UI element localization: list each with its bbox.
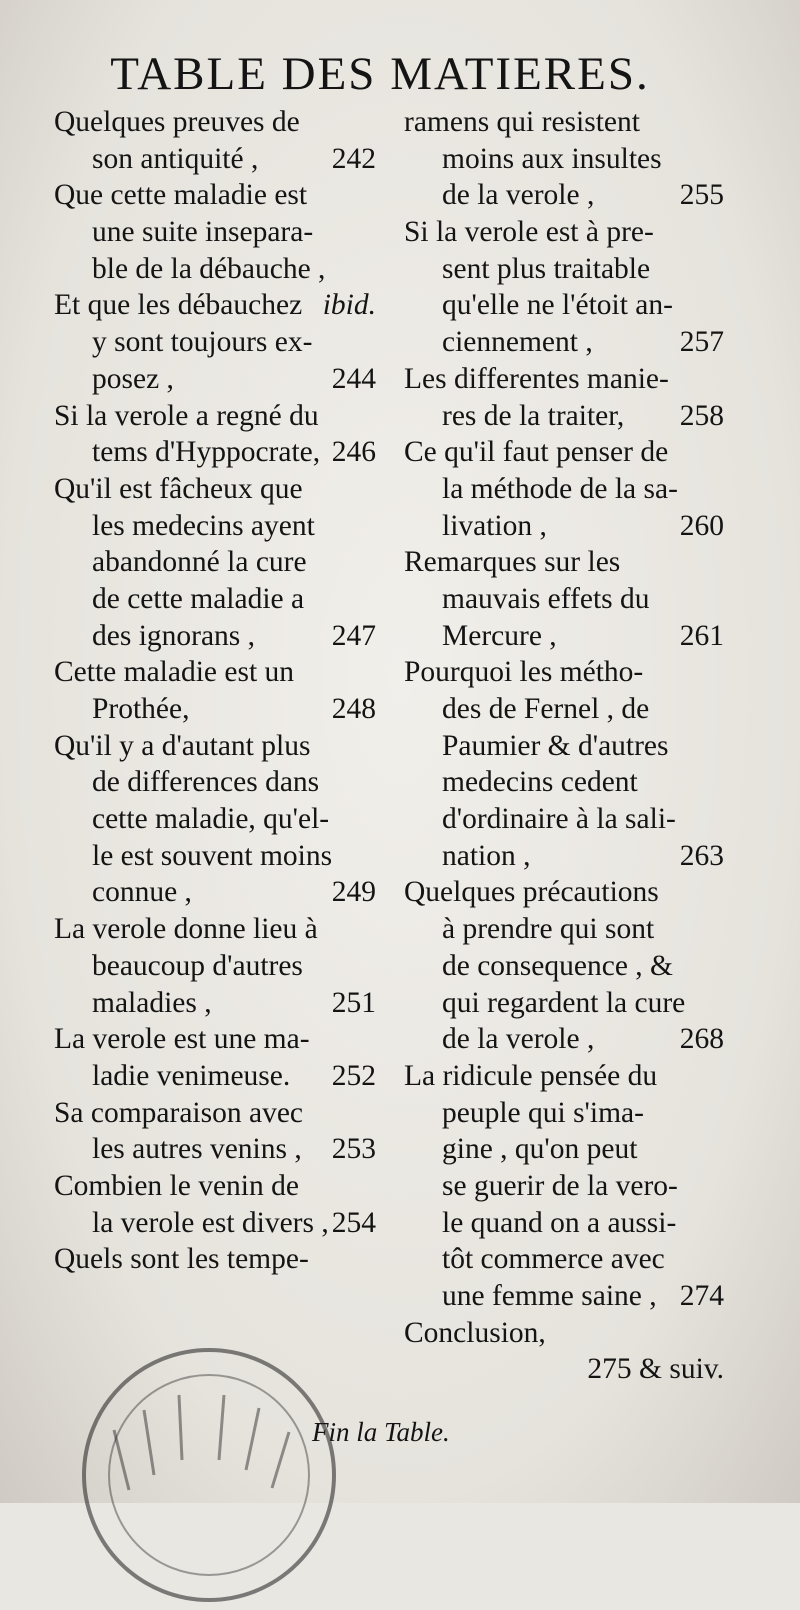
entry-text: Quelques preuves de xyxy=(54,106,300,138)
entry-line xyxy=(54,1205,376,1242)
entry-line xyxy=(54,874,376,911)
page-title: TABLE DES MATIERES. xyxy=(110,48,650,100)
entry-line xyxy=(54,985,376,1022)
library-stamp xyxy=(74,1340,344,1610)
entry-text: beaucoup d'autres xyxy=(92,949,303,982)
entry-line xyxy=(54,764,376,801)
index-entry xyxy=(404,434,724,544)
entry-text: à prendre qui sont xyxy=(442,913,655,946)
index-entry xyxy=(404,544,724,654)
entry-text: tems d'Hyppocrate, xyxy=(92,436,321,469)
page-number: 258 xyxy=(679,399,724,432)
page-number: ibid. xyxy=(322,289,376,322)
entry-line xyxy=(404,544,724,581)
entry-line xyxy=(54,508,376,545)
entry-text: Remarques sur les xyxy=(404,546,621,579)
entry-line xyxy=(54,324,376,361)
index-entry xyxy=(54,911,376,1021)
page-number: 246 xyxy=(331,436,376,469)
page-number: 252 xyxy=(331,1059,376,1092)
entry-text: maladies , xyxy=(92,986,212,1019)
page-number: 255 xyxy=(679,179,724,212)
entry-text: La verole donne lieu à xyxy=(54,913,318,946)
index-entry xyxy=(54,1095,376,1168)
entry-text: Pourquoi les métho- xyxy=(404,656,644,689)
entry-line xyxy=(54,1241,376,1278)
end-of-table-note: Fin la Table. xyxy=(312,1417,450,1447)
entry-line xyxy=(404,1095,724,1132)
page-number: 257 xyxy=(679,326,724,359)
page-number: 275 & suiv. xyxy=(587,1353,724,1386)
entry-line xyxy=(54,141,376,178)
entry-line xyxy=(54,654,376,691)
index-entry xyxy=(404,1058,724,1315)
entry-text: Quels sont les tempe- xyxy=(54,1243,309,1276)
entry-line xyxy=(404,508,724,545)
entry-text: le quand on a aussi- xyxy=(442,1206,677,1239)
entry-text: mauvais effets du xyxy=(442,582,650,615)
index-entry xyxy=(404,874,724,1057)
index-entry xyxy=(54,471,376,654)
entry-line xyxy=(404,287,724,324)
entry-line xyxy=(404,911,724,948)
entry-text: ciennement , xyxy=(442,326,593,359)
entry-text: d'ordinaire à la sali- xyxy=(442,803,676,836)
entry-text: connue , xyxy=(92,876,192,909)
entry-line xyxy=(404,434,724,471)
entry-text: de consequence , & xyxy=(442,949,673,982)
entry-text: Sa comparaison avec xyxy=(54,1096,304,1129)
page-number: 263 xyxy=(679,839,724,872)
entry-line xyxy=(54,948,376,985)
entry-line xyxy=(54,581,376,618)
entry-line xyxy=(54,1168,376,1205)
entry-line xyxy=(404,985,724,1022)
entry-text: ble de la débauche , xyxy=(92,252,326,285)
entry-text: Cette maladie est un xyxy=(54,656,295,689)
index-entry xyxy=(54,1168,376,1241)
page-number: 244 xyxy=(331,362,376,395)
entry-line xyxy=(54,838,376,875)
index-entry xyxy=(404,1315,724,1386)
index-entry xyxy=(54,1241,376,1278)
entry-text: gine , qu'on peut xyxy=(442,1133,638,1166)
index-column-left xyxy=(54,104,376,1278)
entry-line xyxy=(404,361,724,398)
entry-line xyxy=(54,1058,376,1095)
entry-text: la verole est divers , xyxy=(92,1206,329,1239)
index-entry xyxy=(54,654,376,727)
entry-text: nation , xyxy=(442,839,531,872)
entry-text: le est souvent moins xyxy=(92,839,333,872)
entry-line xyxy=(54,1021,376,1058)
page-number: 251 xyxy=(331,986,376,1019)
index-entry xyxy=(404,104,724,214)
entry-line xyxy=(404,838,724,875)
entry-text: Prothée, xyxy=(92,693,190,725)
index-entry xyxy=(54,287,376,397)
entry-line xyxy=(54,691,376,728)
entry-line xyxy=(404,874,724,911)
entry-text: Conclusion, xyxy=(404,1316,546,1349)
entry-text: qui regardent la cure xyxy=(442,986,686,1019)
entry-text: res de la traiter, xyxy=(442,399,625,432)
page-number: 260 xyxy=(679,509,724,542)
entry-text: y sont toujours ex- xyxy=(92,326,313,359)
entry-line xyxy=(404,398,724,435)
index-entry xyxy=(54,398,376,471)
index-entry xyxy=(54,1021,376,1094)
entry-text: La ridicule pensée du xyxy=(404,1059,658,1092)
entry-text: livation , xyxy=(442,509,547,542)
entry-line xyxy=(54,398,376,435)
entry-text: une suite insepara- xyxy=(92,216,314,249)
entry-line xyxy=(404,948,724,985)
page-number: 254 xyxy=(331,1206,376,1239)
entry-text: des de Fernel , de xyxy=(442,693,650,725)
entry-line xyxy=(54,361,376,398)
entry-text: tôt commerce avec xyxy=(442,1243,665,1276)
entry-line xyxy=(54,801,376,838)
entry-text: Et que les débauchez xyxy=(54,289,303,322)
entry-line xyxy=(54,214,376,251)
entry-line xyxy=(404,141,724,178)
index-column-right xyxy=(404,104,724,1388)
entry-line xyxy=(404,618,724,655)
entry-line xyxy=(54,177,376,214)
index-entry xyxy=(404,361,724,434)
entry-text: ramens qui resistent xyxy=(404,106,640,138)
entry-text: de differences dans xyxy=(92,766,320,799)
entry-line xyxy=(54,544,376,581)
entry-text: son antiquité , xyxy=(92,142,259,175)
entry-line xyxy=(404,1058,724,1095)
entry-line xyxy=(404,324,724,361)
entry-line xyxy=(54,728,376,765)
entry-text: les autres venins , xyxy=(92,1133,302,1166)
entry-line xyxy=(404,801,724,838)
entry-text: Qu'il est fâcheux que xyxy=(54,472,303,505)
entry-line xyxy=(404,581,724,618)
entry-text: des ignorans , xyxy=(92,619,256,652)
entry-text: la méthode de la sa- xyxy=(442,472,678,505)
entry-line xyxy=(54,471,376,508)
entry-line xyxy=(404,1021,724,1058)
entry-text: abandonné la cure xyxy=(92,546,307,579)
entry-text: Si la verole a regné du xyxy=(54,399,319,432)
entry-line xyxy=(404,1131,724,1168)
entry-line xyxy=(54,911,376,948)
entry-text: sent plus traitable xyxy=(442,252,651,285)
entry-line xyxy=(54,1131,376,1168)
entry-line xyxy=(54,618,376,655)
entry-line xyxy=(404,1315,724,1386)
entry-line xyxy=(404,1205,724,1242)
entry-text: de la verole , xyxy=(442,1023,595,1056)
entry-line xyxy=(404,1241,724,1278)
entry-line xyxy=(404,764,724,801)
entry-text: de la verole , xyxy=(442,179,595,212)
index-entry xyxy=(54,104,376,177)
entry-text: Paumier & d'autres xyxy=(442,729,669,762)
page-number: 242 xyxy=(331,142,376,175)
entry-text: Que cette maladie est xyxy=(54,179,308,212)
page-number: 261 xyxy=(679,619,724,652)
entry-line xyxy=(404,214,724,251)
entry-text: une femme saine , xyxy=(442,1280,657,1312)
page-number: 249 xyxy=(331,876,376,909)
entry-text: La verole est une ma- xyxy=(54,1023,310,1056)
entry-line xyxy=(404,251,724,288)
entry-text: les medecins ayent xyxy=(92,509,315,542)
entry-text: ladie venimeuse. xyxy=(92,1059,291,1092)
entry-text: posez , xyxy=(92,362,174,395)
entry-text: cette maladie, qu'el- xyxy=(92,803,330,836)
entry-line xyxy=(404,691,724,728)
index-entry xyxy=(54,728,376,911)
entry-text: Mercure , xyxy=(442,619,557,652)
entry-text: Combien le venin de xyxy=(54,1169,299,1202)
page-number: 268 xyxy=(679,1023,724,1056)
entry-text: medecins cedent xyxy=(442,766,638,799)
entry-line xyxy=(404,728,724,765)
entry-text: Quelques précautions xyxy=(404,876,659,909)
entry-text: moins aux insultes xyxy=(442,142,662,175)
entry-text: qu'elle ne l'étoit an- xyxy=(442,289,673,322)
page-number: 253 xyxy=(331,1133,376,1166)
page-number: 248 xyxy=(331,693,376,725)
entry-text: se guerir de la vero- xyxy=(442,1169,678,1202)
entry-line xyxy=(404,471,724,508)
entry-line xyxy=(404,104,724,141)
page-number: 274 xyxy=(679,1280,724,1312)
entry-line xyxy=(404,654,724,691)
entry-line xyxy=(54,434,376,471)
entry-text: Si la verole est à pre- xyxy=(404,216,654,249)
entry-text: Qu'il y a d'autant plus xyxy=(54,729,311,762)
page-number: 247 xyxy=(331,619,376,652)
entry-line xyxy=(404,177,724,214)
entry-text: de cette maladie a xyxy=(92,582,305,615)
entry-line xyxy=(404,1278,724,1315)
entry-line xyxy=(404,1168,724,1205)
index-entry xyxy=(404,654,724,874)
entry-text: Ce qu'il faut penser de xyxy=(404,436,669,469)
entry-line xyxy=(54,104,376,141)
entry-line xyxy=(54,287,376,324)
entry-text: Les differentes manie- xyxy=(404,362,669,395)
index-entry xyxy=(404,214,724,361)
entry-text: peuple qui s'ima- xyxy=(442,1096,644,1129)
entry-line xyxy=(54,1095,376,1132)
